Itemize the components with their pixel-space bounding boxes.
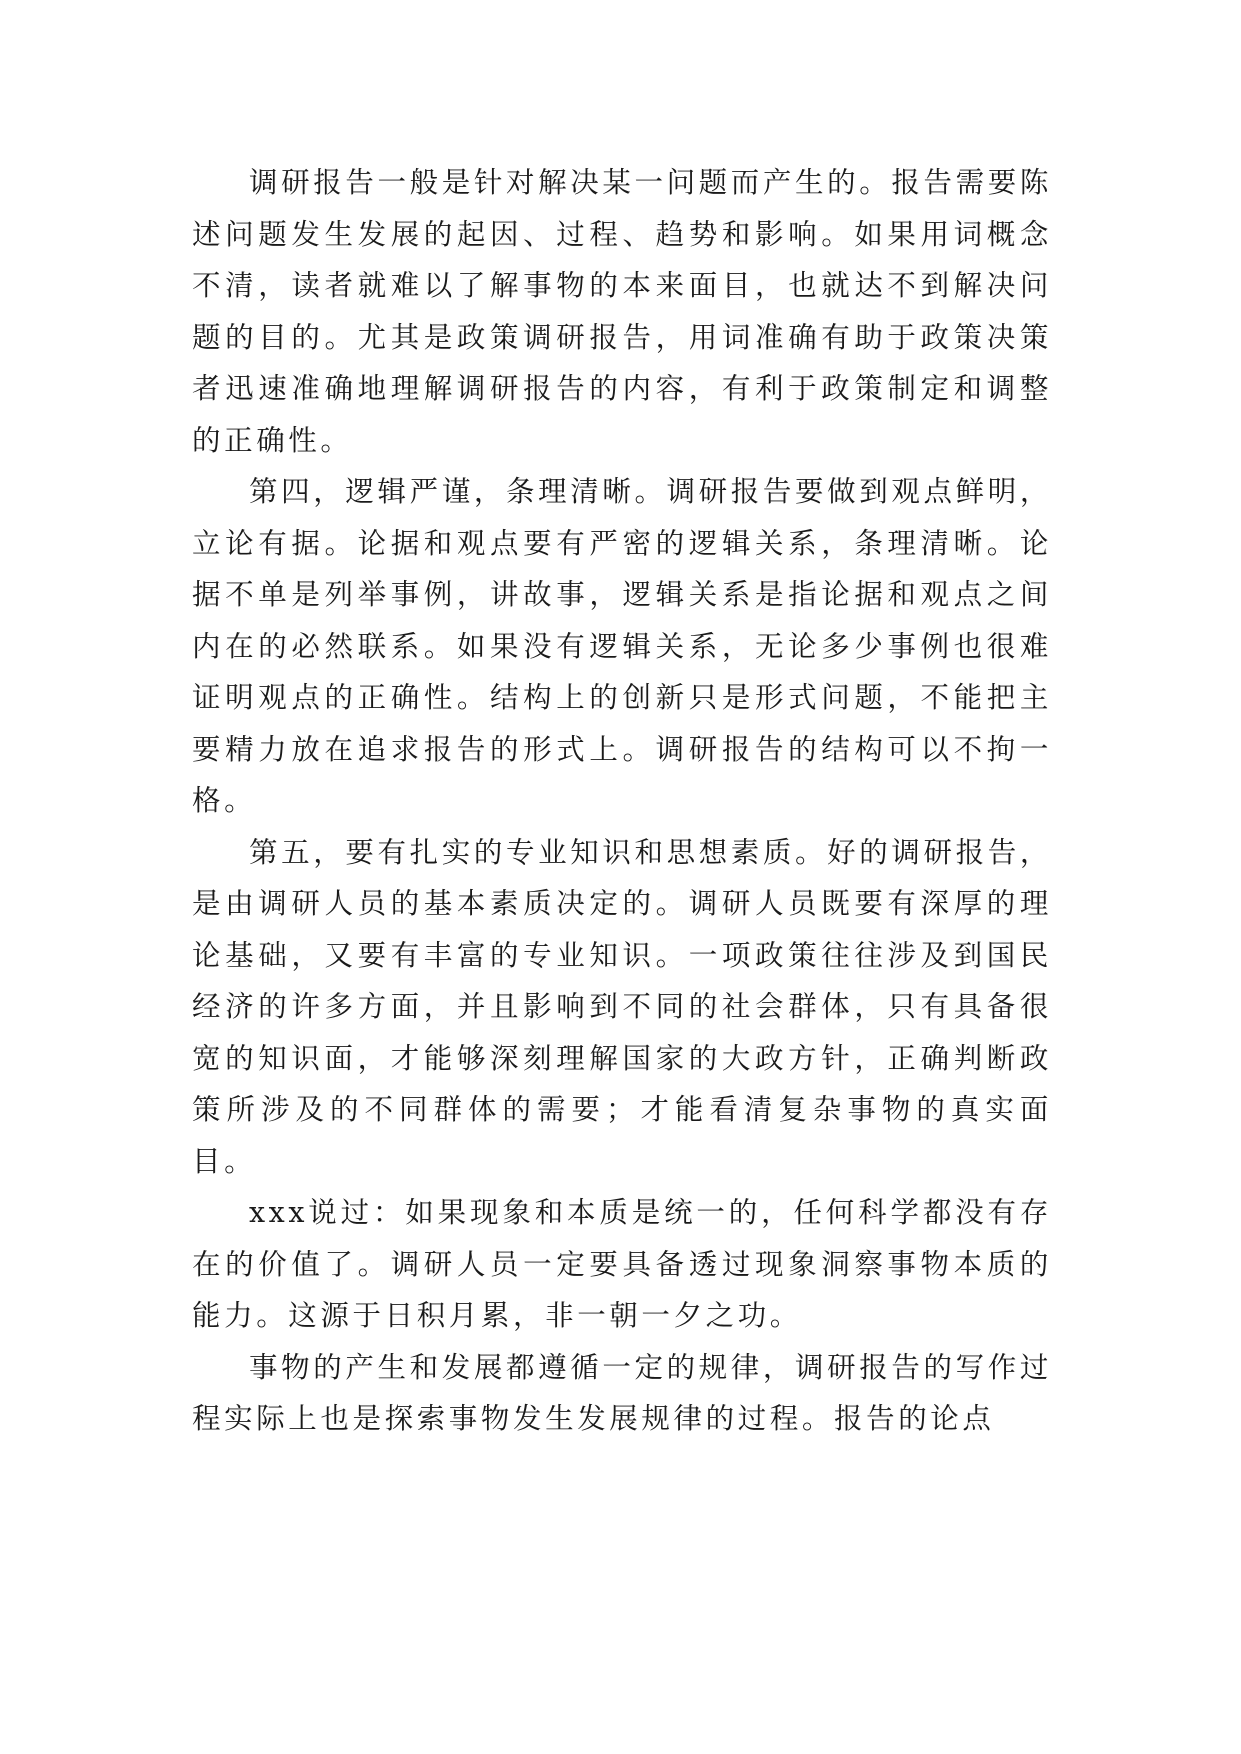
- paragraph-laws-of-development: 事物的产生和发展都遵循一定的规律，调研报告的写作过程实际上也是探索事物发生发展规律的过程。报告的论点: [192, 1350, 1052, 1435]
- paragraph-word-accuracy: 调研报告一般是针对解决某一问题而产生的。报告需要陈述问题发生发展的起因、过程、趋势和影响。如果用词概念不清，读者就难以了解事物的本来面目，也就达不到解决问题的目的。尤其是政策调研报告，用词准确有助于政策决策者迅速准确地理解调研报告的内容，有利于政策制定和调整的正确性。: [192, 166, 1052, 457]
- paragraph-fifth-knowledge: 第五，要有扎实的专业知识和思想素质。好的调研报告，是由调研人员的基本素质决定的。调研人员既要有深厚的理论基础，又要有丰富的专业知识。一项政策往往涉及到国民经济的许多方面，并且影响到不同的社会群体，只有具备很宽的知识面，才能够深刻理解国家的大政方针，正确判断政策所涉及的不同群体的需要；才能看清复杂事物的真实面目。: [192, 835, 1052, 1178]
- paragraph-fourth-logic: 第四，逻辑严谨，条理清晰。调研报告要做到观点鲜明，立论有据。论据和观点要有严密的逻辑关系，条理清晰。论据不单是列举事例，讲故事，逻辑关系是指论据和观点之间内在的必然联系。如果没有逻辑关系，无论多少事例也很难证明观点的正确性。结构上的创新只是形式问题，不能把主要精力放在追求报告的形式上。调研报告的结构可以不拘一格。: [192, 475, 1052, 817]
- document-body: [192, 157, 1052, 1445]
- paragraph-quote: xxx说过：如果现象和本质是统一的，任何科学都没有存在的价值了。调研人员一定要具备透过现象洞察事物本质的能力。这源于日积月累，非一朝一夕之功。: [192, 1196, 1052, 1332]
